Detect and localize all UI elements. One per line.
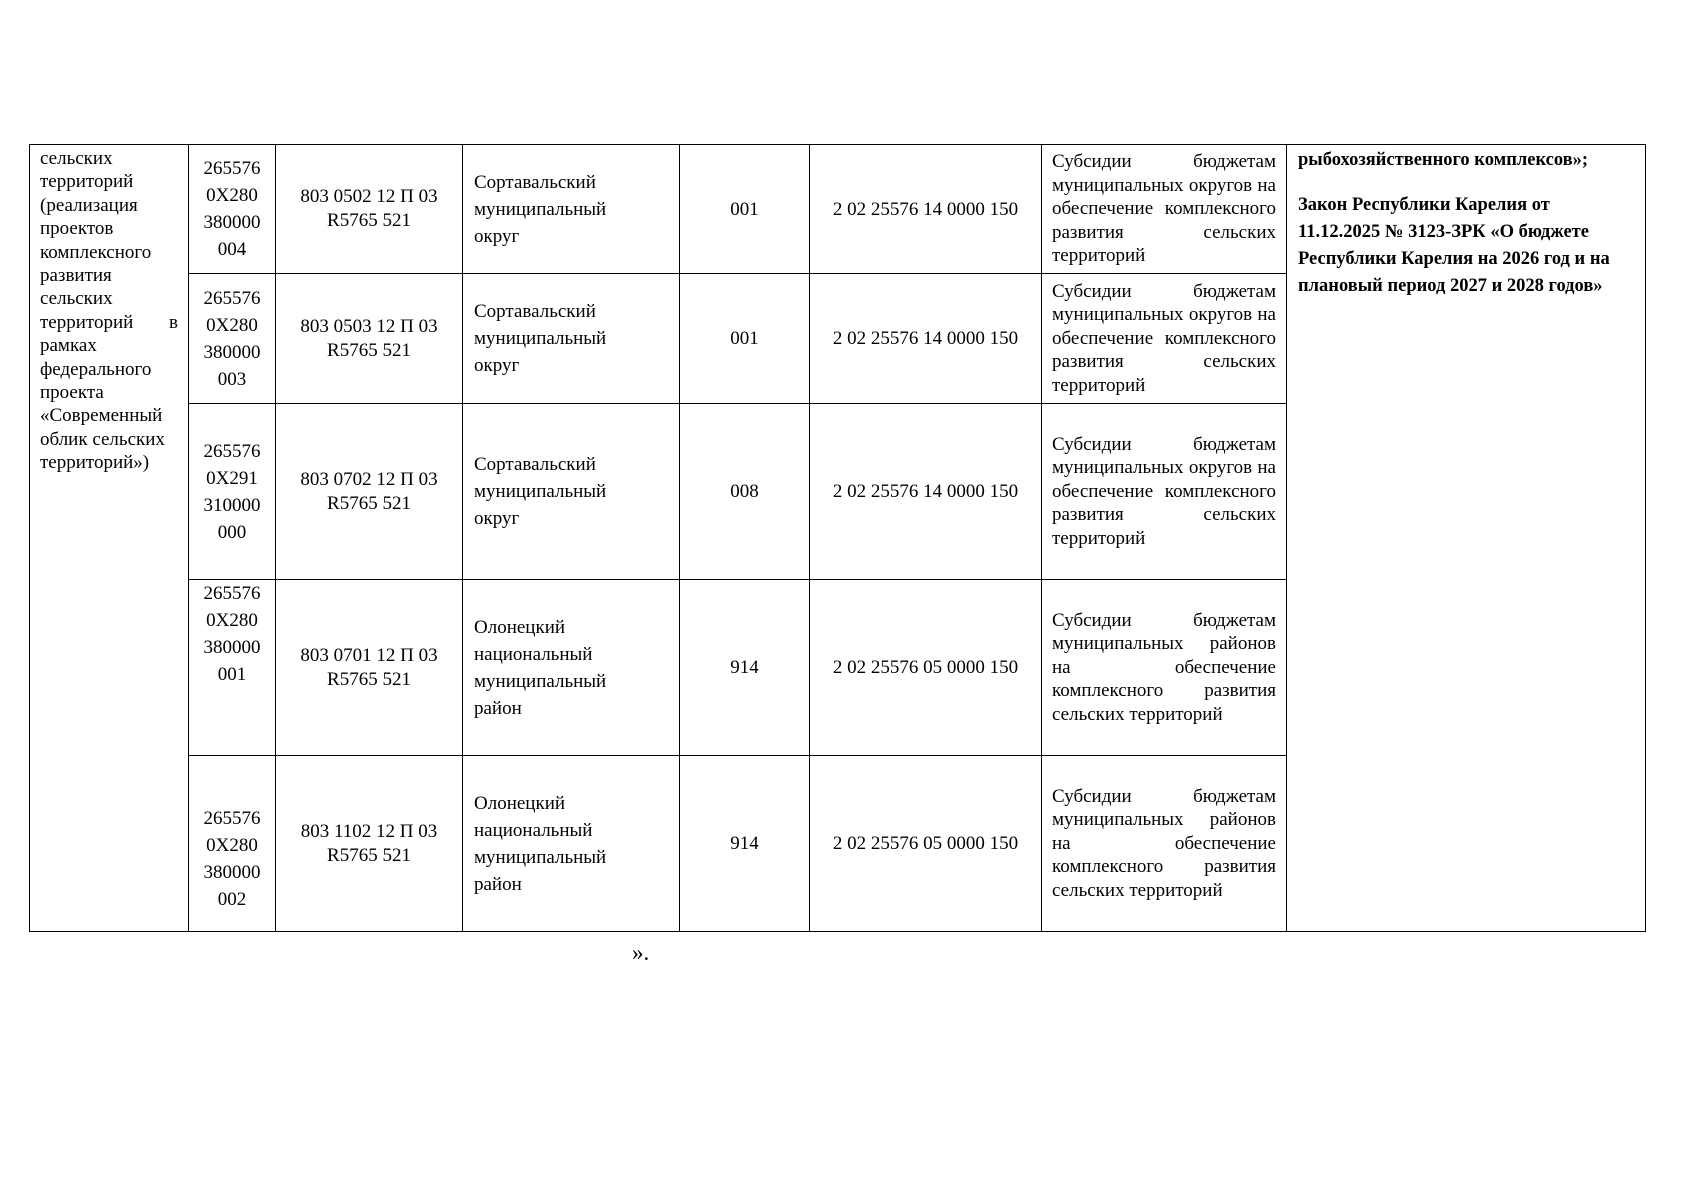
description-line: территорий») bbox=[40, 452, 150, 474]
administrator-code-cell: 001 bbox=[680, 145, 810, 274]
description-line: развития bbox=[40, 265, 112, 287]
object-code-line: 000 bbox=[217, 521, 247, 543]
object-code-line: 265576 bbox=[203, 158, 261, 179]
subsidy-name-cell: Субсидии бюджетам муниципальных районов на обеспечение комплексного развития сельских территорий bbox=[1042, 580, 1287, 756]
municipality-cell bbox=[463, 580, 680, 756]
closing-quote-mark: ». bbox=[632, 940, 650, 965]
municipality-cell bbox=[463, 404, 680, 580]
event-description-cell bbox=[30, 145, 189, 932]
description-line: сельских bbox=[40, 288, 113, 310]
object-code-line: 265576 bbox=[203, 583, 261, 604]
description-line: рамках bbox=[40, 335, 97, 357]
object-code-cell bbox=[189, 404, 276, 580]
description-line: федерального bbox=[40, 358, 152, 380]
object-code-line: 003 bbox=[217, 368, 247, 390]
income-code-cell: 2 02 25576 05 0000 150 bbox=[810, 580, 1042, 756]
legal-basis-cell bbox=[1287, 145, 1646, 932]
description-line: проектов bbox=[40, 218, 114, 240]
object-code-line: 0Х291 bbox=[206, 467, 258, 489]
municipality-line: район bbox=[474, 873, 522, 895]
law-main-text: Закон Республики Карелия от 11.12.2025 № 3123-ЗРК «О бюджете Республики Карелия на 2026 год и на плановый период 2027 и 2028 годов» bbox=[1298, 195, 1610, 296]
municipality-cell bbox=[463, 274, 680, 404]
municipality-line: район bbox=[474, 697, 522, 719]
subsidy-name-cell: Субсидии бюджетам муниципальных округов на обеспечение комплексного развития сельских территорий bbox=[1042, 145, 1287, 274]
income-code-cell: 2 02 25576 14 0000 150 bbox=[810, 404, 1042, 580]
municipality-line: округ bbox=[474, 355, 520, 376]
object-code-line: 0Х280 bbox=[206, 185, 258, 206]
object-code-line: 002 bbox=[217, 889, 247, 910]
description-line: проекта bbox=[40, 382, 104, 404]
administrator-code-cell: 914 bbox=[680, 756, 810, 932]
object-code-line: 380000 bbox=[203, 862, 261, 883]
object-code-line: 001 bbox=[217, 664, 247, 685]
kbk-code-cell: 803 0702 12 П 03 R5765 521 bbox=[276, 404, 463, 580]
object-code-line: 0Х280 bbox=[206, 610, 258, 631]
administrator-code-cell: 008 bbox=[680, 404, 810, 580]
description-line: облик сельских bbox=[40, 428, 165, 450]
subsidy-name-cell: Субсидии бюджетам муниципальных районов на обеспечение комплексного развития сельских территорий bbox=[1042, 756, 1287, 932]
description-line: (реализация bbox=[40, 194, 138, 216]
object-code-line: 265576 bbox=[203, 287, 261, 309]
municipality-line: национальный bbox=[474, 819, 593, 841]
description-line: «Современный bbox=[40, 405, 163, 427]
budget-table bbox=[29, 144, 1646, 932]
object-code-cell bbox=[189, 756, 276, 932]
subsidy-name-cell: Субсидии бюджетам муниципальных округов на обеспечение комплексного развития сельских территорий bbox=[1042, 274, 1287, 404]
object-code-cell bbox=[189, 274, 276, 404]
description-line: территорий bbox=[40, 171, 134, 193]
object-code-line: 004 bbox=[217, 239, 247, 260]
municipality-cell bbox=[463, 756, 680, 932]
income-code-cell: 2 02 25576 05 0000 150 bbox=[810, 756, 1042, 932]
description-line: сельских bbox=[40, 148, 113, 169]
description-line: территорий в bbox=[40, 311, 178, 333]
subsidy-name-cell: Субсидии бюджетам муниципальных округов на обеспечение комплексного развития сельских территорий bbox=[1042, 404, 1287, 580]
municipality-line: муниципальный bbox=[474, 328, 607, 349]
municipality-line: округ bbox=[474, 508, 520, 529]
object-code-line: 380000 bbox=[203, 637, 261, 658]
municipality-line: муниципальный bbox=[474, 198, 607, 220]
law-top-text: рыбохозяйственного комплексов»; bbox=[1298, 150, 1589, 170]
administrator-code-cell: 001 bbox=[680, 274, 810, 404]
municipality-line: Сортавальский bbox=[474, 171, 596, 193]
object-code-cell bbox=[189, 145, 276, 274]
object-code-cell bbox=[189, 580, 276, 756]
object-code-line: 380000 bbox=[203, 341, 261, 363]
administrator-code-cell: 914 bbox=[680, 580, 810, 756]
object-code-line: 380000 bbox=[203, 212, 261, 233]
municipality-line: национальный bbox=[474, 643, 593, 665]
municipality-line: округ bbox=[474, 225, 520, 247]
municipality-line: Сортавальский bbox=[474, 301, 596, 322]
municipality-line: муниципальный bbox=[474, 846, 607, 868]
object-code-line: 0Х280 bbox=[206, 835, 258, 856]
income-code-cell: 2 02 25576 14 0000 150 bbox=[810, 145, 1042, 274]
municipality-line: муниципальный bbox=[474, 481, 607, 502]
kbk-code-cell: 803 0503 12 П 03 R5765 521 bbox=[276, 274, 463, 404]
kbk-code-cell: 803 1102 12 П 03 R5765 521 bbox=[276, 756, 463, 932]
table-row bbox=[30, 145, 1646, 274]
municipality-cell bbox=[463, 145, 680, 274]
municipality-line: муниципальный bbox=[474, 670, 607, 692]
object-code-line: 265576 bbox=[203, 808, 261, 829]
municipality-line: Олонецкий bbox=[474, 792, 566, 814]
kbk-code-cell: 803 0502 12 П 03 R5765 521 bbox=[276, 145, 463, 274]
object-code-line: 265576 bbox=[203, 440, 261, 462]
income-code-cell: 2 02 25576 14 0000 150 bbox=[810, 274, 1042, 404]
object-code-line: 310000 bbox=[203, 494, 261, 516]
object-code-line: 0Х280 bbox=[206, 314, 258, 336]
municipality-line: Олонецкий bbox=[474, 616, 566, 638]
kbk-code-cell: 803 0701 12 П 03 R5765 521 bbox=[276, 580, 463, 756]
municipality-line: Сортавальский bbox=[474, 454, 596, 475]
description-line: комплексного bbox=[40, 241, 152, 263]
